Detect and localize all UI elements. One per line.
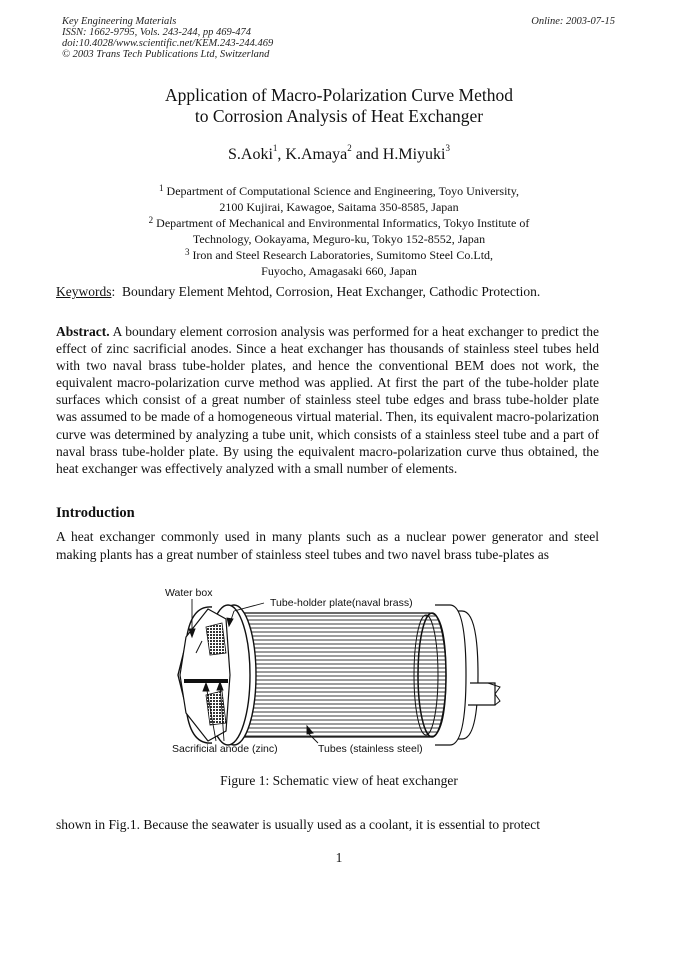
affil-line: Iron and Steel Research Laboratories, Sumitomo Steel Co.Ltd, xyxy=(192,248,494,262)
author-sup: 1 xyxy=(272,143,278,153)
tube-bundle xyxy=(238,613,446,737)
affiliation-2 xyxy=(0,215,678,231)
affiliation-1 xyxy=(0,183,678,199)
title-line-2: to Corrosion Analysis of Heat Exchanger xyxy=(194,106,484,126)
affil-line: 2100 Kujirai, Kawagoe, Saitama 350-8585, Japan xyxy=(219,200,459,214)
heat-exchanger-drawing xyxy=(150,583,510,763)
label-sacrificial-anode: Sacrificial anode (zinc) xyxy=(172,743,278,755)
author-list: S.Aoki$^1$, K.Amaya$^2$ and H.Miyuki$^3$ xyxy=(228,143,450,163)
affil-num: 1 xyxy=(159,183,164,193)
copyright-line: © 2003 Trans Tech Publications Ltd, Switzerland xyxy=(62,49,270,60)
keywords-text: Boundary Element Mehtod, Corrosion, Heat Exchanger, Cathodic Protection. xyxy=(122,284,541,299)
affiliations xyxy=(0,183,678,279)
affil-num: 3 xyxy=(184,247,190,257)
affil-line: Technology, Ookayama, Meguro-ku, Tokyo 152-8552, Japan xyxy=(192,232,486,246)
keywords: Keywords: Boundary Element Mehtod, Corrosion, Heat Exchanger, Cathodic Protection. xyxy=(56,284,541,299)
author-sup: 2 xyxy=(347,143,352,153)
journal-name: Key Engineering Materials xyxy=(62,16,177,27)
figure-caption: Figure 1: Schematic view of heat exchanger xyxy=(220,773,458,788)
affil-line: Fuyocho, Amagasaki 660, Japan xyxy=(261,264,417,278)
author-name: K.Amaya xyxy=(285,146,348,163)
label-water-box: Water box xyxy=(165,587,213,599)
affil-num: 2 xyxy=(148,215,154,225)
heat-exchanger-figure xyxy=(150,583,510,767)
journal-header xyxy=(62,16,273,60)
abstract-text: A boundary element corrosion analysis was performed for a heat exchanger to predict the effect of zinc sacrificial anodes. Since a heat exchanger has thousands of stainless steel tubes held with two naval brass tube-holder plates, and hence the conventional BEM does not work, the equivalent macro-polarization curve method was applied. At first the part of the tube-holder plate surfaces which consist of a great number of stainless steel tube edges and brass tube-holder plate was assumed to be made of a homogeneous virtual material. Then, its equivalent macro-polarization curve was determined by analyzing a tube unit, which consists of a stainless steel tube and a part of naval brass tube-holder plate. By using the equivalent macro-polarization curve thus obtained, the heat exchanger was effectively analyzed with a small number of elements. xyxy=(56,324,599,476)
title-line-1: Application of Macro-Polarization Curve Method xyxy=(165,85,513,105)
affil-line: Department of Computational Science and Engineering, Toyo University, xyxy=(166,184,519,198)
page-number: 1 xyxy=(335,850,343,865)
paper-title xyxy=(0,85,678,127)
affiliation-3 xyxy=(0,247,678,263)
introduction-text: A heat exchanger commonly used in many plants such as a nuclear power generator and steel making plants has a great number of stainless steel tubes and two navel brass tube-plates as xyxy=(56,529,599,562)
doi-line: doi:10.4028/www.scientific.net/KEM.243-244.469 xyxy=(62,38,274,49)
introduction-heading: Introduction xyxy=(56,505,135,521)
body-continuation: shown in Fig.1. Because the seawater is usually used as a coolant, it is essential to protect xyxy=(56,817,541,832)
author-name: H.Miyuki xyxy=(382,146,446,163)
label-tube-holder-plate: Tube-holder plate(naval brass) xyxy=(270,597,413,609)
abstract-label: Abstract. xyxy=(56,324,110,339)
author-name: S.Aoki xyxy=(228,146,273,163)
authors-join: and xyxy=(355,146,379,163)
abstract xyxy=(56,323,599,477)
affil-line: Department of Mechanical and Environmental Informatics, Tokyo Institute of xyxy=(156,216,530,230)
online-date: Online: 2003-07-15 xyxy=(531,16,615,27)
label-tubes: Tubes (stainless steel) xyxy=(318,743,423,755)
water-box xyxy=(178,607,230,743)
keywords-label: Keywords xyxy=(56,284,112,299)
issn-line: ISSN: 1662-9795, Vols. 243-244, pp 469-474 xyxy=(62,27,251,38)
author-sup: 3 xyxy=(445,143,450,153)
